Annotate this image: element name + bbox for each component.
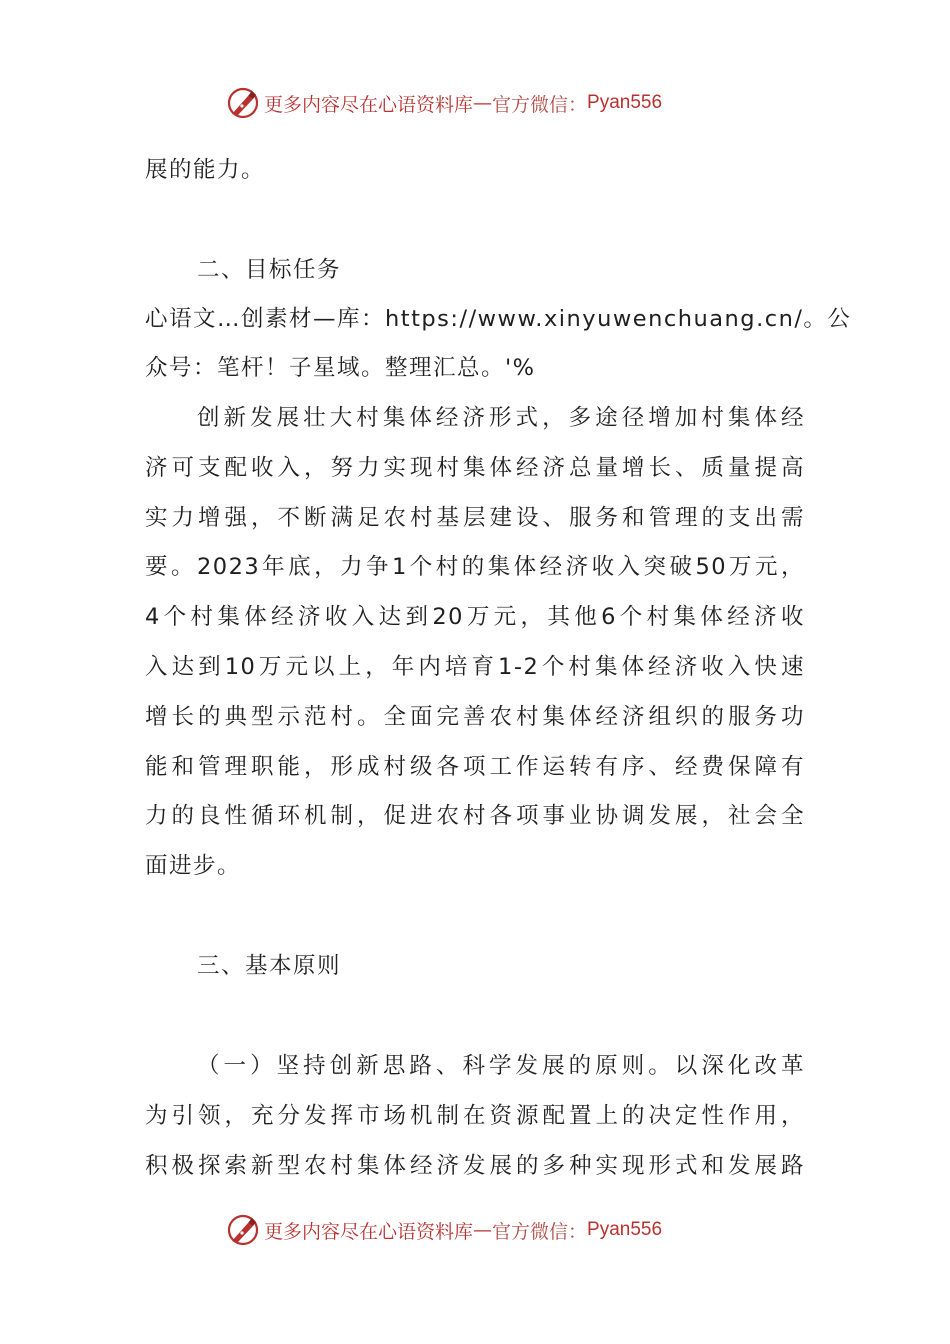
watermark-dash: — xyxy=(473,92,493,114)
text-line: 心语文…创素材—库：https://www.xinyuwenchuang.cn/。公 xyxy=(145,306,852,332)
watermark-wechat-label: 官方微信： xyxy=(492,1220,588,1243)
section-heading-principles: 三、基本原则 xyxy=(197,953,342,979)
watermark-title: 更多内容尽在心语资料库 xyxy=(264,93,474,116)
watermark-footer xyxy=(226,1212,662,1248)
watermark-wechat-id: Pyan556 xyxy=(587,92,663,113)
text-line: 能和管理职能，形成村级各项工作运转有序、经费保障有 xyxy=(145,754,805,780)
text-line: 展的能力。 xyxy=(145,157,266,183)
pen-nib-logo-icon xyxy=(226,86,260,120)
pen-nib-logo-icon xyxy=(226,1213,260,1247)
section-heading-targets: 二、目标任务 xyxy=(197,257,342,283)
paragraph-first-line: 创新发展壮大村集体经济形式，多途径增加村集体经 xyxy=(197,405,805,431)
text-line: 要。2023年底，力争1个村的集体经济收入突破50万元， xyxy=(145,554,805,580)
watermark-dash: — xyxy=(473,1219,493,1241)
text-line: 为引领，充分发挥市场机制在资源配置上的决定性作用， xyxy=(145,1103,805,1129)
text-line: 积极探索新型农村集体经济发展的多种实现形式和发展路 xyxy=(145,1153,805,1179)
text-line: 4个村集体经济收入达到20万元，其他6个村集体经济收 xyxy=(145,604,805,630)
text-line: 实力增强，不断满足农村基层建设、服务和管理的支出需 xyxy=(145,505,805,531)
text-line: 入达到10万元以上，年内培育1-2个村集体经济收入快速 xyxy=(145,654,805,680)
watermark-title: 更多内容尽在心语资料库 xyxy=(264,1220,474,1243)
watermark-wechat-label: 官方微信： xyxy=(492,93,588,116)
watermark-wechat-id: Pyan556 xyxy=(587,1219,663,1240)
text-line: 面进步。 xyxy=(145,853,242,879)
text-line: 力的良性循环机制，促进农村各项事业协调发展，社会全 xyxy=(145,803,805,829)
text-line: 济可支配收入，努力实现村集体经济总量增长、质量提高 xyxy=(145,455,805,481)
text-line: 增长的典型示范村。全面完善农村集体经济组织的服务功 xyxy=(145,704,805,730)
watermark-header xyxy=(226,85,662,121)
text-line: 众号：笔杆！子星域。整理汇总。'% xyxy=(145,355,536,381)
paragraph-first-line: （一）坚持创新思路、科学发展的原则。以深化改革 xyxy=(197,1053,805,1079)
